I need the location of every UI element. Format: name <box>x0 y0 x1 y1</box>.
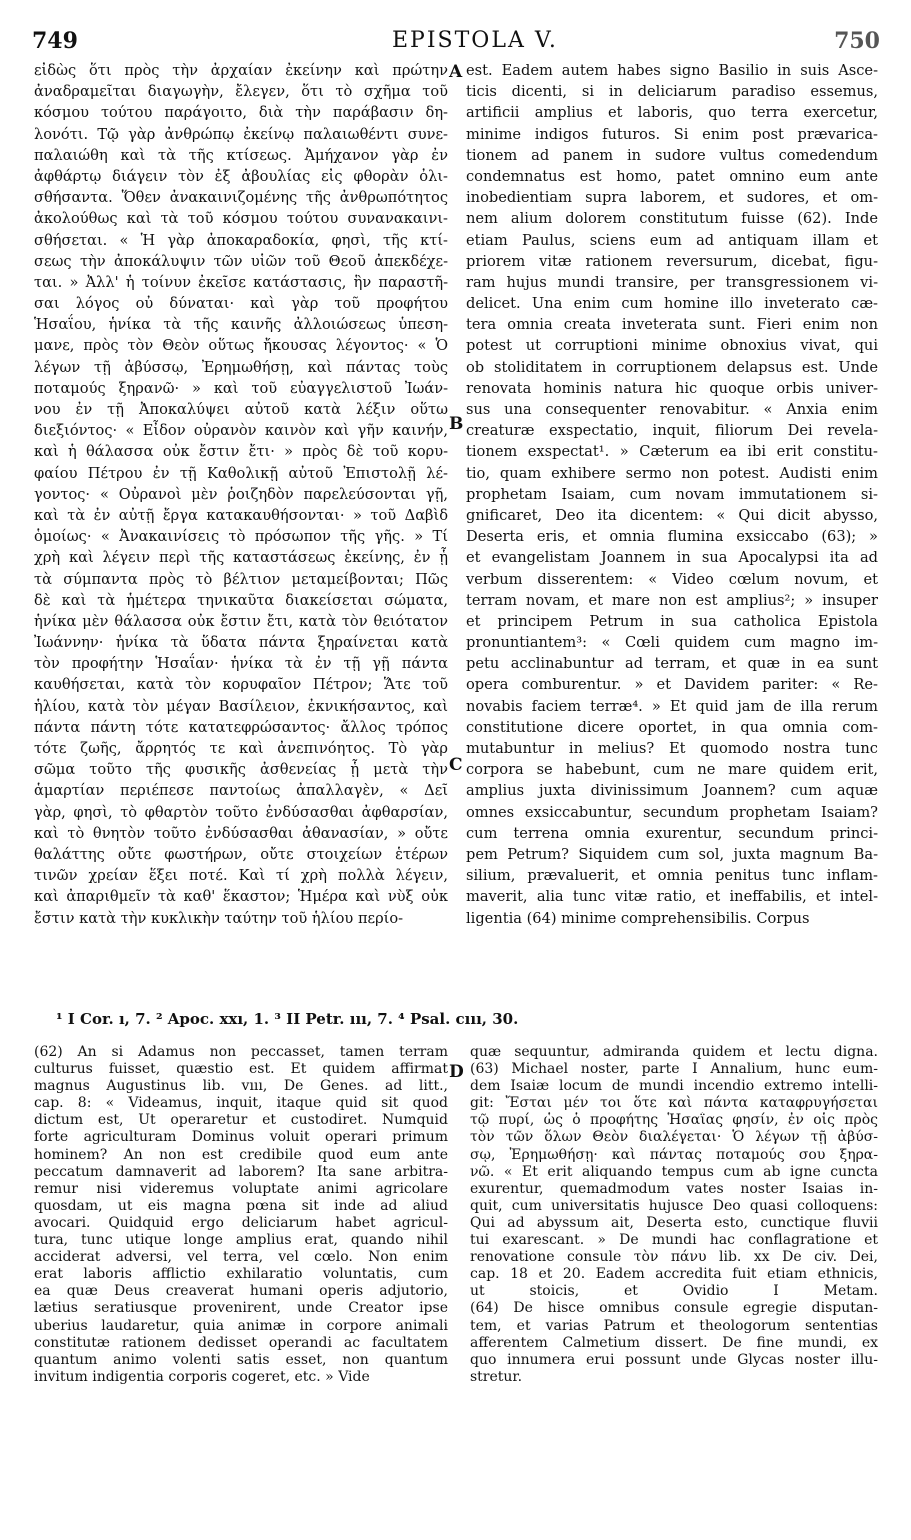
greek-text-line: λονότι. Τῷ γὰρ ἀνθρώπῳ ἐκείνῳ παλαιωθέντι συνε- <box>34 125 448 143</box>
footnote-line: tura, tunc utique longe amplius erat, quando nihil <box>34 1232 448 1249</box>
greek-text-line: ἀκολούθως καὶ τὰ τοῦ κόσμου τούτου συνανακαινι- <box>34 210 448 228</box>
greek-text-line: δὲ καὶ τὰ ἡμέτερα τηνικαῦτα διακείσεται σώματα, <box>34 591 448 609</box>
latin-text-line: amplius juxta divinissimum Joannem? cum aquæ <box>466 782 878 800</box>
greek-text-line: ἡνίκα μὲν θάλασσα οὐκ ἔστιν ἔτι, κατὰ τὸν θειότατον <box>34 612 448 630</box>
latin-text-line: tionem exspectat¹. » Cæterum ea ibi erit constitu- <box>466 443 878 461</box>
greek-text-line: ἔστιν κατὰ τὴν κυκλικὴν ταύτην τοῦ ἡλίου περίο- <box>34 909 404 927</box>
greek-text-line: νου ἐν τῇ Ἀποκαλύψει αὐτοῦ κατὰ λέξιν οὕτω <box>34 401 448 418</box>
greek-text-line: γὰρ, φησὶ, τὸ φθαρτὸν τοῦτο ἐνδύσασθαι ἀφθαρσίαν, <box>34 803 448 821</box>
greek-text-line: φαίου Πέτρου ἐν τῇ Καθολικῇ αὐτοῦ Ἐπιστολῇ λέ- <box>34 464 448 482</box>
section-marker-c: C <box>449 755 463 775</box>
footnote-line: culturus fuisset, quæstio est. Et quidem affirmat <box>34 1061 448 1078</box>
section-marker-b: B <box>449 414 464 434</box>
latin-text-line: novabis faciem terræ⁴. » Et quid jam de illa rerum <box>466 697 878 715</box>
latin-text-line: tera omnia creata inveterata sunt. Fieri enim non <box>466 316 878 334</box>
latin-text-line: verbum disserentem: « Video cœlum novum, et <box>466 570 878 588</box>
footnote-line: acciderat adversi, vel terra, vel cœlo. Non enim <box>34 1249 448 1266</box>
latin-text-line: etiam Paulus, sciens eum ad antiquam illam et <box>466 231 878 249</box>
greek-text-line: ἡλίου, κατὰ τὸν μέγαν Βασίλειον, ἐκνικήσαντος, καὶ <box>34 697 448 715</box>
latin-text-line: petu acclinabuntur ad terram, et quæ in ea sunt <box>466 655 878 673</box>
greek-text-line: γοντος· « Οὐρανοὶ μὲν ῥοιζηδὸν παρελεύσονται γῇ, <box>34 485 448 503</box>
greek-text-line: ἀναδραμεῖται διαγωγὴν, ἔλεγεν, ὅτι τὸ σχῆμα τοῦ <box>34 83 448 101</box>
footnote-line: quæ sequuntur, admiranda quidem et lectu digna. <box>470 1044 878 1060</box>
latin-text-line: prophetam Isaiam, cum novam immutationem si- <box>466 485 878 503</box>
greek-text-line: Ἰωάννην· ἡνίκα τὰ ὕδατα πάντα ξηραίνεται κατὰ <box>34 634 448 652</box>
latin-text-line: condemnatus est homo, patet omnino eum ante <box>466 167 878 185</box>
footnote-line: quantum animo volenti satis esset, non quantum <box>34 1351 448 1368</box>
footnote-line: (64) De hisce omnibus consule egregie disputan- <box>470 1300 878 1317</box>
latin-text-line: gnificaret, Deo ita dicentem: « Qui dicit abysso, <box>466 506 878 524</box>
footnotes-right-column <box>470 1044 878 1386</box>
greek-text-line: χρὴ καὶ λέγειν περὶ τῆς καταστάσεως ἐκείνης, ἐν ᾗ <box>34 549 448 567</box>
footnote-line: exurentur, quemadmodum vates noster Isaias in- <box>470 1180 878 1197</box>
greek-text-line: σαι λόγος οὐ δύναται· καὶ γὰρ τοῦ προφήτου <box>34 295 448 313</box>
footnote-line: constitutæ rationem dedisset operandi ac facultatem <box>34 1334 448 1351</box>
latin-text-line: artificii amplius et laboris, quo terra exercetur, <box>466 104 878 122</box>
latin-text-line: delicet. Una enim cum homine illo inveterato cæ- <box>466 295 878 313</box>
latin-text-line: pronuntiantem³: « Cœli quidem cum magno im- <box>466 634 878 652</box>
greek-text-line: παλαιώθη καὶ τὰ τῆς κτίσεως. Ἀμήχανον γὰρ ἐν <box>34 146 448 164</box>
footnote-line: νῶ. « Et erit aliquando tempus cum ab igne cuncta <box>470 1163 878 1180</box>
greek-text-line: θαλάττης οὔτε φωστήρων, οὔτε στοιχείων ἑτέρων <box>34 845 448 863</box>
latin-text-line: creaturæ exspectatio, inquit, filiorum Dei revela- <box>466 422 878 440</box>
footnote-line: remur nisi videremus voluptate animi agricolare <box>34 1180 448 1197</box>
greek-text-line: ται. » Ἀλλ' ἡ τοίνυν ἐκεῖσε κατάστασις, ἣν παραστῆ- <box>34 273 448 291</box>
footnote-line: stretur. <box>470 1368 523 1385</box>
latin-text-line: ram hujus mundi transire, per transgressionem vi- <box>466 273 878 291</box>
latin-text-line: opera comburentur. » et Davidem pariter: « Re- <box>466 676 878 694</box>
footnote-line: erat laboris afflictio exhilaratio voluntatis, cum <box>34 1266 448 1283</box>
footnote-line: invitum indigentia corporis cogeret, etc. » Vide <box>34 1368 370 1385</box>
footnote-line: hominem? An non est credibile quod eum ante <box>34 1146 448 1163</box>
footnote-line: quosdam, ut eis magna pœna sit inde ad aliud <box>34 1197 448 1214</box>
greek-text-line: καὶ ἀπαριθμεῖν τὰ καθ' ἕκαστον; Ἡμέρα καὶ νὺξ οὐκ <box>34 888 448 906</box>
section-marker-d: D <box>449 1062 464 1082</box>
footnote-line: forte agriculturam Dominus voluit operari primum <box>34 1129 448 1146</box>
latin-text-line: omnes exsiccabuntur, secundum prophetam Isaiam? <box>466 803 878 821</box>
latin-text-line: pem Petrum? Siquidem cum sol, juxta magnum Ba- <box>466 845 878 863</box>
greek-text-line: καυθήσεται, κατὰ τὸν κορυφαῖον Πέτρον; Ἅτε τοῦ <box>34 676 448 694</box>
latin-text-line: et principem Petrum in sua catholica Epistola <box>466 612 878 630</box>
greek-text-line: σθήσεται. « Ἡ γὰρ ἀποκαραδοκία, φησὶ, τῆς κτί- <box>34 231 448 249</box>
greek-text-line: ἀφθάρτῳ διάγειν τὸν ἐξ ἀβουλίας εἰς φθορὰν ὀλι- <box>34 167 448 185</box>
footnote-line: (62) An si Adamus non peccasset, tamen terram <box>34 1044 448 1060</box>
footnote-line: τὸν τῶν ὅλων Θεὸν διαλέγεται· Ὁ λέγων τῇ ἀβύσ- <box>470 1129 878 1146</box>
latin-text-line: et evangelistam Joannem in sua Apocalypsi ita ad <box>466 549 878 567</box>
footnote-line: (63) Michael noster, parte I Annalium, hunc eum- <box>470 1061 878 1078</box>
scripture-references: ¹ I Cor. ı, 7. ² Apoc. xxı, 1. ³ II Petr. ııı, 7. ⁴ Psal. cııı, 30. <box>56 1010 519 1028</box>
greek-text-line: τινῶν χρείαν ἕξει ποτέ. Καὶ τί χρὴ πολλὰ λέγειν, <box>34 867 448 885</box>
latin-text-line: est. Eadem autem habes signo Basilio in suis Asce- <box>466 62 878 79</box>
greek-text-line: καὶ ἡ θάλασσα οὐκ ἔστιν ἔτι· » πρὸς δὲ τοῦ κορυ- <box>34 443 448 461</box>
page-number-left: 749 <box>32 28 78 54</box>
greek-text-line: ἁμαρτίαν περιέπεσε παντοίως ἀπαλλαγὲν, « Δεῖ <box>34 782 448 800</box>
latin-text-line: Deserta eris, et omnia flumina exsiccabo (63); » <box>466 528 878 546</box>
page-header <box>32 22 880 56</box>
latin-text-line: nem alium dolorem constitutum fuisse (62). Inde <box>466 210 878 228</box>
footnote-line: ea quæ Deus creaverat humani operis adjutorio, <box>34 1283 448 1300</box>
latin-text-line: terram novam, et mare non est amplius²; » insuper <box>466 591 878 609</box>
greek-text-line: καὶ τὰ ἐν αὐτῇ ἔργα κατακαυθήσονται· » τοῦ Δαβὶδ <box>34 506 448 524</box>
latin-text-line: inobedientiam supra laborem, et sudores, et om- <box>466 189 878 207</box>
footnote-line: magnus Augustinus lib. vııı, De Genes. ad litt., <box>34 1078 448 1095</box>
latin-text-line: ob stoliditatem in corruptionem delapsus est. Unde <box>466 358 878 376</box>
greek-text-line: καὶ τὸ θνητὸν τοῦτο ἐνδύσασθαι ἀθανασίαν, » οὔτε <box>34 824 448 842</box>
running-title: EPISTOLA V. <box>392 28 558 53</box>
footnote-line: tui exarescant. » De mundi hac conflagratione et <box>470 1232 878 1249</box>
footnote-line: σῳ, Ἐρημωθήσῃ· καὶ πάντας ποταμούς σου ξηρα- <box>470 1146 878 1163</box>
latin-text-line: silium, prævaluerit, et omnia penitus tunc inflam- <box>466 867 878 885</box>
footnote-line: Qui ad abyssum ait, Deserta esto, cunctique fluvii <box>470 1214 878 1231</box>
latin-text-line: ticis dicenti, si in deliciarum paradiso essemus, <box>466 83 878 101</box>
greek-text-line: σθήσαντα. Ὅθεν ἀνακαινιζομένης τῆς ἀνθρωπότητος <box>34 189 448 207</box>
footnote-line: avocari. Quidquid ergo deliciarum habet agricul- <box>34 1214 448 1231</box>
latin-text-line: minime indigos futuros. Si enim post prævarica- <box>466 125 878 143</box>
latin-text-line: priorem vitæ rationem reversurum, dicebat, figu- <box>466 252 878 270</box>
footnote-line: tem, et varias Patrum et theologorum sententias <box>470 1317 878 1334</box>
latin-text-line: constitutione dicere oportet, in qua omnia com- <box>466 718 878 736</box>
latin-text-line: tio, quam exhibere sermo non potest. Audisti enim <box>466 464 878 482</box>
greek-text-line: τὸν προφήτην Ἡσαΐαν· ἡνίκα τὰ ἐν τῇ γῇ πάντα <box>34 655 448 673</box>
greek-text-line: πάντα πάντη τότε κατατεφρώσαντος· ἄλλος τρόπος <box>34 718 448 736</box>
footnote-line: quit, cum universitatis hujusce Deo quasi colloquens: <box>470 1197 878 1214</box>
greek-text-line: διεξιόντος· « Εἶδον οὐρανὸν καινὸν καὶ γῆν καινήν, <box>34 422 448 440</box>
greek-text-line: ὁμοίως· « Ἀνακαινίσεις τὸ πρόσωπον τῆς γῆς. » Τί <box>34 528 448 546</box>
greek-text-line: εἰδὼς ὅτι πρὸς τὴν ἀρχαίαν ἐκείνην καὶ πρώτην <box>34 62 448 79</box>
greek-text-column <box>34 60 448 929</box>
greek-text-line: μανε, πρὸς τὸν Θεὸν οὕτως ἤκουσας λέγοντος· « Ὁ <box>34 337 448 355</box>
greek-text-line: Ἡσαΐου, ἡνίκα τὰ τῆς καινῆς ἀλλοιώσεως ὑπεση- <box>34 316 448 334</box>
latin-text-line: ligentia (64) minime comprehensibilis. Corpus <box>466 909 810 927</box>
latin-text-line: cum terrena omnia exurentur, secundum princi- <box>466 824 878 842</box>
latin-text-line: maverit, alia tunc vitæ ratio, et ineffabilis, et intel- <box>466 888 878 906</box>
footnote-line: peccatum damnaverit ad laborem? Ita sane arbitra- <box>34 1163 448 1180</box>
greek-text-line: λέγων τῇ ἀβύσσῳ, Ἐρημωθήσῃ, καὶ πάντας τοὺς <box>34 358 448 376</box>
footnote-line: cap. 8: « Videamus, inquit, itaque quid sit quod <box>34 1095 448 1112</box>
footnote-line: cap. 18 et 20. Eadem accredita fuit etiam ethnicis, <box>470 1266 878 1283</box>
page-number-right: 750 <box>834 28 880 54</box>
footnote-line: renovatione consule τὸν πάνυ lib. xx De civ. Dei, <box>470 1249 878 1266</box>
footnote-line: dem Isaiæ locum de mundi incendio extremo intelli- <box>470 1078 878 1095</box>
latin-text-line: potest ut corruptioni minime obnoxius vivat, qui <box>466 337 878 355</box>
footnote-line: ut stoicis, et Ovidio I Metam. <box>470 1283 878 1300</box>
latin-text-line: sus una consequenter renovabitur. « Anxia enim <box>466 401 878 418</box>
greek-text-line: σεως τὴν ἀποκάλυψιν τῶν υἱῶν τοῦ Θεοῦ ἀπεκδέχε- <box>34 252 448 270</box>
greek-text-line: τὰ σύμπαντα πρὸς τὸ βέλτιον μεταμείβονται; Πῶς <box>34 570 448 588</box>
footnote-line: quo innumera erui possunt unde Glycas noster illu- <box>470 1351 878 1368</box>
footnote-line: git: Ἔσται μέν τοι ὅτε καὶ πάντα καταφρυγήσεται <box>470 1095 878 1112</box>
greek-text-line: ποταμούς ξηρανῶ· » καὶ τοῦ εὐαγγελιστοῦ Ἰωάν- <box>34 379 448 397</box>
greek-text-line: κόσμου τούτου παράγοιτο, διὰ τὴν παράβασιν δη- <box>34 104 448 122</box>
section-marker-a: A <box>449 62 463 82</box>
footnote-line: dictum est, Ut operaretur et custodiret. Numquid <box>34 1112 448 1129</box>
greek-text-line: σῶμα τοῦτο τῆς φυσικῆς ἀσθενείας ᾗ μετὰ τὴν <box>34 761 448 779</box>
latin-text-line: renovata hominis natura hic quoque orbis univer- <box>466 379 878 397</box>
footnotes-left-column <box>34 1044 448 1386</box>
footnote-line: uberius laudaretur, quia animæ in corpore animali <box>34 1317 448 1334</box>
footnote-line: afferentem Calmetium dissert. De fine mundi, ex <box>470 1334 878 1351</box>
footnote-line: τῷ πυρί, ὡς ὁ προφήτης Ἡσαΐας φησίν, ἐν οἷς πρὸς <box>470 1112 878 1129</box>
latin-text-column <box>466 60 878 929</box>
greek-text-line: τότε ζωῆς, ἄρρητός τε καὶ ἀνεπινόητος. Τὸ γὰρ <box>34 740 448 757</box>
latin-text-line: corpora se habebunt, cum ne mare quidem erit, <box>466 761 878 779</box>
footnote-line: lætius seratiusque provenirent, unde Creator ipse <box>34 1300 448 1317</box>
latin-text-line: mutabuntur in melius? Et quomodo nostra tunc <box>466 740 878 757</box>
latin-text-line: tionem ad panem in sudore vultus comedendum <box>466 146 878 164</box>
